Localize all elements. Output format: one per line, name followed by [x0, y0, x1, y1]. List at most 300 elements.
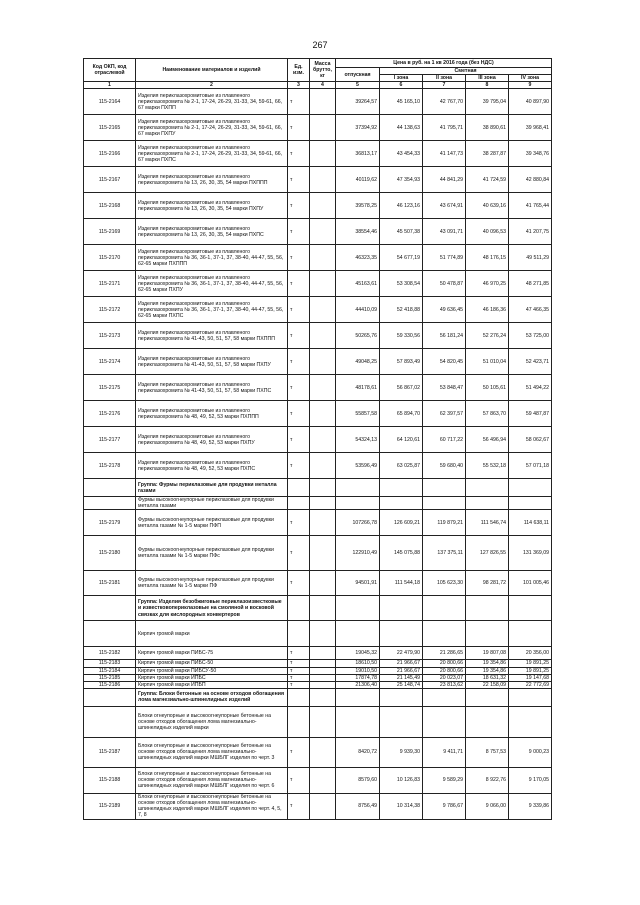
- code-cell: 115-2185: [84, 674, 136, 681]
- table-row: [84, 427, 552, 453]
- mass-cell: [310, 89, 336, 115]
- table-row: [84, 141, 552, 167]
- item-name: Изделия периклазохромитовые из плавленого периклазохромита № 2-1, 17-24, 26-29, 31-33, 34, 59-61, 66, 67 марки ПХПУ: [136, 115, 288, 141]
- price-zone-3: 52 276,24: [466, 323, 509, 349]
- price-zone-3: 38 287,87: [466, 141, 509, 167]
- table-row: [84, 681, 552, 688]
- unit-cell: т: [288, 167, 310, 193]
- empty-cell: [288, 688, 310, 706]
- header-wholesale: отпускная: [336, 68, 380, 82]
- price-zone-4: 19 147,68: [509, 674, 552, 681]
- table-row: [84, 115, 552, 141]
- price-zone-1: 25 148,74: [380, 681, 423, 688]
- mass-cell: [310, 427, 336, 453]
- code-cell: 115-2179: [84, 510, 136, 536]
- header-estimate: Сметная: [380, 68, 552, 75]
- price-zone-1: 45 507,38: [380, 219, 423, 245]
- mass-cell: [310, 141, 336, 167]
- item-name: Кирпич громой марки ПИБСУ-50: [136, 667, 288, 674]
- header-name: Наименование материалов и изделий: [136, 59, 288, 82]
- unit-cell: т: [288, 271, 310, 297]
- unit-cell: т: [288, 115, 310, 141]
- price-wholesale: 36813,17: [336, 141, 380, 167]
- price-zone-1: 44 138,63: [380, 115, 423, 141]
- empty-cell: [310, 497, 336, 510]
- price-zone-3: 98 281,72: [466, 571, 509, 596]
- col-number: 7: [423, 82, 466, 89]
- price-zone-3: 111 546,74: [466, 510, 509, 536]
- unit-cell: т: [288, 219, 310, 245]
- price-zone-3: 8 757,53: [466, 737, 509, 767]
- price-zone-4: 39 968,41: [509, 115, 552, 141]
- code-cell: 115-2171: [84, 271, 136, 297]
- code-cell: [84, 596, 136, 621]
- table-row: [84, 674, 552, 681]
- code-cell: 115-2170: [84, 245, 136, 271]
- price-zone-1: 111 544,18: [380, 571, 423, 596]
- item-name: Кирпич громой марки ПИБС-50: [136, 660, 288, 667]
- empty-cell: [288, 497, 310, 510]
- empty-cell: [380, 497, 423, 510]
- table-row: [84, 401, 552, 427]
- price-zone-4: 42 880,84: [509, 167, 552, 193]
- unit-cell: т: [288, 536, 310, 571]
- table-row: [84, 510, 552, 536]
- table-row: [84, 793, 552, 819]
- item-name: Изделия периклазохромитовые из плавленого периклазохромита № 2-1, 17-24, 26-29, 31-33, 34, 59-61, 66, 67 марки ПХПС: [136, 141, 288, 167]
- col-number: 6: [380, 82, 423, 89]
- empty-cell: [466, 706, 509, 737]
- item-name: Изделия периклазохромитовые из плавленого периклазохромита № 36, 36-1, 37-1, 37, 38-40, 44-47, 55, 56, 62-65 марки ПХПС: [136, 297, 288, 323]
- price-zone-4: 59 487,87: [509, 401, 552, 427]
- price-zone-2: 44 841,29: [423, 167, 466, 193]
- item-name: Изделия периклазохромитовые из плавленого периклазохромита № 48, 49, 52, 53 марки ПХПС: [136, 453, 288, 479]
- price-zone-2: 41 147,73: [423, 141, 466, 167]
- empty-cell: [336, 479, 380, 497]
- table-row: [84, 453, 552, 479]
- subgroup-title: Фурмы высокоогнеупорные периклазовые для продувки металла газами: [136, 497, 288, 510]
- price-zone-2: 50 478,87: [423, 271, 466, 297]
- col-number: 4: [310, 82, 336, 89]
- empty-cell: [423, 621, 466, 647]
- price-zone-2: 23 813,62: [423, 681, 466, 688]
- price-wholesale: 46323,35: [336, 245, 380, 271]
- item-name: Изделия периклазохромитовые из плавленого периклазохромита № 36, 36-1, 37-1, 37, 38-40, 44-47, 55, 56, 62-65 марки ПХПУ: [136, 271, 288, 297]
- empty-cell: [509, 497, 552, 510]
- price-wholesale: 54324,13: [336, 427, 380, 453]
- item-name: Изделия периклазохромитовые из плавленого периклазохромита № 48, 49, 52, 53 марки ПХППП: [136, 401, 288, 427]
- table-body: [84, 89, 552, 820]
- item-name: Кирпич громой марки ИПБС: [136, 674, 288, 681]
- code-cell: 115-2188: [84, 767, 136, 793]
- empty-cell: [423, 706, 466, 737]
- group-title: Группа: Блоки бетонные на основе отходов обогащения лома магнезиально-шпинелидных изделий: [136, 688, 288, 706]
- empty-cell: [380, 688, 423, 706]
- table-row: [84, 89, 552, 115]
- col-number: 2: [136, 82, 288, 89]
- code-cell: 115-2177: [84, 427, 136, 453]
- mass-cell: [310, 453, 336, 479]
- col-number: 5: [336, 82, 380, 89]
- header-zone-3: III зона: [466, 75, 509, 82]
- price-zone-1: 10 126,83: [380, 767, 423, 793]
- code-cell: 115-2180: [84, 536, 136, 571]
- price-zone-2: 21 286,65: [423, 647, 466, 660]
- price-zone-2: 54 820,45: [423, 349, 466, 375]
- code-cell: 115-2182: [84, 647, 136, 660]
- price-wholesale: 44410,09: [336, 297, 380, 323]
- price-wholesale: 53596,49: [336, 453, 380, 479]
- price-table: [83, 58, 552, 820]
- item-name: Изделия периклазохромитовые из плавленого периклазохромита № 41-43, 50, 51, 57, 58 марки ПХПУ: [136, 349, 288, 375]
- price-zone-1: 43 454,33: [380, 141, 423, 167]
- code-cell: 115-2172: [84, 297, 136, 323]
- price-zone-4: 47 466,35: [509, 297, 552, 323]
- price-zone-3: 40 639,16: [466, 193, 509, 219]
- header-code: Код ОКП, код отраслевой: [84, 59, 136, 82]
- price-wholesale: 94501,91: [336, 571, 380, 596]
- group-row: [84, 479, 552, 497]
- code-cell: 115-2189: [84, 793, 136, 819]
- subgroup-row: [84, 706, 552, 737]
- price-zone-3: 48 176,15: [466, 245, 509, 271]
- unit-cell: т: [288, 193, 310, 219]
- mass-cell: [310, 647, 336, 660]
- price-zone-1: 21 966,67: [380, 660, 423, 667]
- empty-cell: [380, 479, 423, 497]
- empty-cell: [310, 688, 336, 706]
- unit-cell: т: [288, 647, 310, 660]
- price-zone-2: 41 795,71: [423, 115, 466, 141]
- price-wholesale: 8579,60: [336, 767, 380, 793]
- item-name: Фурмы высокоогнеупорные периклазовые для продувки металла газами № 1-5 марки ПФ: [136, 571, 288, 596]
- price-zone-3: 22 158,09: [466, 681, 509, 688]
- price-zone-2: 53 848,47: [423, 375, 466, 401]
- price-zone-1: 47 354,93: [380, 167, 423, 193]
- mass-cell: [310, 193, 336, 219]
- empty-cell: [509, 706, 552, 737]
- price-wholesale: 40119,62: [336, 167, 380, 193]
- price-zone-2: 51 774,89: [423, 245, 466, 271]
- mass-cell: [310, 536, 336, 571]
- table-row: [84, 271, 552, 297]
- price-zone-3: 38 890,61: [466, 115, 509, 141]
- header-zone-2: II зона: [423, 75, 466, 82]
- table-row: [84, 571, 552, 596]
- price-zone-3: 19 354,86: [466, 660, 509, 667]
- code-cell: 115-2166: [84, 141, 136, 167]
- price-wholesale: 8756,49: [336, 793, 380, 819]
- empty-cell: [288, 596, 310, 621]
- item-name: Изделия периклазохромитовые из плавленого периклазохромита № 2-1, 17-24, 26-29, 31-33, 34, 59-61, 66, 67 марки ПХПП: [136, 89, 288, 115]
- empty-cell: [423, 497, 466, 510]
- mass-cell: [310, 667, 336, 674]
- empty-cell: [380, 621, 423, 647]
- price-zone-1: 10 314,38: [380, 793, 423, 819]
- empty-cell: [466, 621, 509, 647]
- empty-cell: [288, 706, 310, 737]
- mass-cell: [310, 167, 336, 193]
- item-name: Фурмы высокоогнеупорные периклазовые для продувки металла газами № 1-5 марки ПФс: [136, 536, 288, 571]
- price-wholesale: 17874,78: [336, 674, 380, 681]
- price-wholesale: 19045,32: [336, 647, 380, 660]
- price-zone-2: 119 879,21: [423, 510, 466, 536]
- unit-cell: т: [288, 793, 310, 819]
- empty-cell: [310, 706, 336, 737]
- price-zone-4: 131 369,09: [509, 536, 552, 571]
- unit-cell: т: [288, 674, 310, 681]
- table-row: [84, 767, 552, 793]
- code-cell: [84, 621, 136, 647]
- price-zone-1: 46 123,16: [380, 193, 423, 219]
- price-zone-2: 9 589,29: [423, 767, 466, 793]
- price-zone-2: 105 623,30: [423, 571, 466, 596]
- price-wholesale: 8420,72: [336, 737, 380, 767]
- item-name: Блоки огнеупорные и высокоогнеупорные бетонные на основе отходов обогащения лома магнезиально-шпинелидных изделий марки МШБЛГ изделия по черт. 3: [136, 737, 288, 767]
- price-zone-2: 137 375,11: [423, 536, 466, 571]
- unit-cell: т: [288, 737, 310, 767]
- price-zone-4: 9 339,86: [509, 793, 552, 819]
- empty-cell: [509, 479, 552, 497]
- price-zone-1: 21 966,67: [380, 667, 423, 674]
- price-wholesale: 38554,46: [336, 219, 380, 245]
- price-zone-2: 43 674,91: [423, 193, 466, 219]
- price-zone-4: 114 638,11: [509, 510, 552, 536]
- price-zone-3: 57 863,70: [466, 401, 509, 427]
- mass-cell: [310, 297, 336, 323]
- price-zone-2: 9 786,67: [423, 793, 466, 819]
- subgroup-title: Кирпич громой марки: [136, 621, 288, 647]
- page-number: 267: [312, 40, 328, 50]
- code-cell: [84, 497, 136, 510]
- price-wholesale: 39578,25: [336, 193, 380, 219]
- item-name: Изделия периклазохромитовые из плавленого периклазохромита № 13, 26, 30, 35, 54 марки ПХПУ: [136, 193, 288, 219]
- price-zone-1: 9 939,30: [380, 737, 423, 767]
- price-zone-4: 101 005,46: [509, 571, 552, 596]
- table-row: [84, 193, 552, 219]
- item-name: Изделия периклазохромитовые из плавленого периклазохромита № 13, 26, 30, 35, 54 марки ПХПС: [136, 219, 288, 245]
- price-zone-4: 41 207,75: [509, 219, 552, 245]
- unit-cell: т: [288, 89, 310, 115]
- subgroup-row: [84, 497, 552, 510]
- empty-cell: [310, 479, 336, 497]
- price-wholesale: 21306,40: [336, 681, 380, 688]
- code-cell: 115-2178: [84, 453, 136, 479]
- price-zone-2: 49 636,45: [423, 297, 466, 323]
- table-row: [84, 375, 552, 401]
- unit-cell: т: [288, 667, 310, 674]
- code-cell: 115-2168: [84, 193, 136, 219]
- price-zone-2: 20 800,66: [423, 667, 466, 674]
- table-row: [84, 647, 552, 660]
- price-zone-2: 9 411,71: [423, 737, 466, 767]
- col-number: 1: [84, 82, 136, 89]
- price-wholesale: 55857,58: [336, 401, 380, 427]
- item-name: Фурмы высокоогнеупорные периклазовые для продувки металла газами № 1-5 марки ПФП: [136, 510, 288, 536]
- price-zone-2: 43 091,71: [423, 219, 466, 245]
- item-name: Блоки огнеупорные и высокоогнеупорные бетонные на основе отходов обогащения лома магнезиально-шпинелидных изделий марки МШБЛГ изделия по черт. 4, 5, 7, 8: [136, 793, 288, 819]
- price-wholesale: 37394,92: [336, 115, 380, 141]
- price-zone-1: 59 330,56: [380, 323, 423, 349]
- col-number: 8: [466, 82, 509, 89]
- item-name: Кирпич громой марки ИПБП: [136, 681, 288, 688]
- mass-cell: [310, 681, 336, 688]
- price-zone-3: 55 532,18: [466, 453, 509, 479]
- mass-cell: [310, 793, 336, 819]
- price-zone-3: 127 826,55: [466, 536, 509, 571]
- mass-cell: [310, 323, 336, 349]
- item-name: Изделия периклазохромитовые из плавленого периклазохромита № 13, 26, 30, 35, 54 марки ПХППП: [136, 167, 288, 193]
- price-zone-4: 53 725,00: [509, 323, 552, 349]
- mass-cell: [310, 349, 336, 375]
- price-zone-4: 9 170,05: [509, 767, 552, 793]
- header-price: Цена в руб. на 1 кв 2016 года (без НДС): [336, 59, 552, 68]
- code-cell: 115-2173: [84, 323, 136, 349]
- price-wholesale: 18610,50: [336, 660, 380, 667]
- price-zone-4: 40 897,90: [509, 89, 552, 115]
- price-wholesale: 107266,78: [336, 510, 380, 536]
- price-zone-1: 64 120,61: [380, 427, 423, 453]
- table-row: [84, 349, 552, 375]
- price-zone-1: 52 418,88: [380, 297, 423, 323]
- mass-cell: [310, 401, 336, 427]
- price-zone-1: 54 677,19: [380, 245, 423, 271]
- table-row: [84, 297, 552, 323]
- price-zone-3: 56 496,94: [466, 427, 509, 453]
- item-name: Изделия периклазохромитовые из плавленого периклазохромита № 36, 36-1, 37-1, 37, 38-40, 44-47, 55, 56, 62-65 марки ПХППП: [136, 245, 288, 271]
- price-zone-3: 46 970,25: [466, 271, 509, 297]
- empty-cell: [288, 621, 310, 647]
- empty-cell: [509, 688, 552, 706]
- empty-cell: [423, 688, 466, 706]
- price-zone-4: 57 071,18: [509, 453, 552, 479]
- empty-cell: [336, 596, 380, 621]
- price-wholesale: 50265,76: [336, 323, 380, 349]
- code-cell: 115-2164: [84, 89, 136, 115]
- price-zone-1: 22 479,90: [380, 647, 423, 660]
- mass-cell: [310, 767, 336, 793]
- price-zone-4: 9 000,23: [509, 737, 552, 767]
- empty-cell: [466, 596, 509, 621]
- price-zone-2: 60 717,22: [423, 427, 466, 453]
- code-cell: 115-2176: [84, 401, 136, 427]
- mass-cell: [310, 219, 336, 245]
- code-cell: 115-2175: [84, 375, 136, 401]
- code-cell: 115-2165: [84, 115, 136, 141]
- group-title: Группа: Фурмы периклазовые для продувки металла газами: [136, 479, 288, 497]
- price-wholesale: 45163,61: [336, 271, 380, 297]
- header-zone-4: IV зона: [509, 75, 552, 82]
- price-wholesale: 49048,25: [336, 349, 380, 375]
- price-wholesale: 19010,50: [336, 667, 380, 674]
- price-zone-4: 20 356,00: [509, 647, 552, 660]
- price-zone-4: 49 511,29: [509, 245, 552, 271]
- price-wholesale: 39264,57: [336, 89, 380, 115]
- empty-cell: [466, 479, 509, 497]
- price-zone-1: 53 308,54: [380, 271, 423, 297]
- price-zone-4: 48 271,85: [509, 271, 552, 297]
- unit-cell: т: [288, 571, 310, 596]
- col-number: 3: [288, 82, 310, 89]
- empty-cell: [509, 621, 552, 647]
- item-name: Кирпич громой марки ПИБС-75: [136, 647, 288, 660]
- empty-cell: [466, 497, 509, 510]
- code-cell: 115-2181: [84, 571, 136, 596]
- code-cell: 115-2187: [84, 737, 136, 767]
- code-cell: 115-2186: [84, 681, 136, 688]
- table-row: [84, 667, 552, 674]
- price-zone-2: 20 800,66: [423, 660, 466, 667]
- table-row: [84, 219, 552, 245]
- unit-cell: т: [288, 427, 310, 453]
- header-zone-1: I зона: [380, 75, 423, 82]
- price-zone-2: 56 181,24: [423, 323, 466, 349]
- price-zone-3: 8 922,76: [466, 767, 509, 793]
- price-zone-1: 45 165,10: [380, 89, 423, 115]
- subgroup-title: Блоки огнеупорные и высокоогнеупорные бетонные на основе отходов обогащения лома магнезиально-шпинелидных изделий марки: [136, 706, 288, 737]
- code-cell: [84, 706, 136, 737]
- price-zone-3: 18 631,32: [466, 674, 509, 681]
- price-zone-1: 21 145,49: [380, 674, 423, 681]
- unit-cell: т: [288, 323, 310, 349]
- price-zone-3: 19 354,86: [466, 667, 509, 674]
- unit-cell: т: [288, 453, 310, 479]
- price-zone-2: 20 023,07: [423, 674, 466, 681]
- empty-cell: [336, 688, 380, 706]
- price-zone-1: 63 025,87: [380, 453, 423, 479]
- price-zone-3: 39 795,04: [466, 89, 509, 115]
- unit-cell: т: [288, 681, 310, 688]
- price-zone-3: 51 010,04: [466, 349, 509, 375]
- price-zone-4: 58 062,67: [509, 427, 552, 453]
- empty-cell: [310, 596, 336, 621]
- mass-cell: [310, 737, 336, 767]
- mass-cell: [310, 660, 336, 667]
- price-zone-1: 126 609,21: [380, 510, 423, 536]
- price-wholesale: 48178,61: [336, 375, 380, 401]
- price-zone-3: 41 724,59: [466, 167, 509, 193]
- empty-cell: [380, 706, 423, 737]
- code-cell: 115-2174: [84, 349, 136, 375]
- empty-cell: [336, 706, 380, 737]
- table-row: [84, 167, 552, 193]
- mass-cell: [310, 674, 336, 681]
- price-zone-1: 65 894,70: [380, 401, 423, 427]
- mass-cell: [310, 271, 336, 297]
- table-row: [84, 536, 552, 571]
- unit-cell: т: [288, 375, 310, 401]
- price-zone-4: 52 423,71: [509, 349, 552, 375]
- group-row: [84, 688, 552, 706]
- unit-cell: т: [288, 349, 310, 375]
- table-row: [84, 245, 552, 271]
- col-number: 9: [509, 82, 552, 89]
- table-row: [84, 323, 552, 349]
- item-name: Блоки огнеупорные и высокоогнеупорные бетонные на основе отходов обогащения лома магнезиально-шпинелидных изделий марки МШБЛГ изделия по черт. 6: [136, 767, 288, 793]
- item-name: Изделия периклазохромитовые из плавленого периклазохромита № 48, 49, 52, 53 марки ПХПУ: [136, 427, 288, 453]
- mass-cell: [310, 375, 336, 401]
- unit-cell: т: [288, 245, 310, 271]
- code-cell: 115-2167: [84, 167, 136, 193]
- empty-cell: [288, 479, 310, 497]
- price-zone-1: 57 893,49: [380, 349, 423, 375]
- price-zone-3: 19 807,08: [466, 647, 509, 660]
- code-cell: 115-2184: [84, 667, 136, 674]
- unit-cell: т: [288, 660, 310, 667]
- price-zone-3: 46 186,36: [466, 297, 509, 323]
- unit-cell: т: [288, 401, 310, 427]
- price-zone-4: 51 494,22: [509, 375, 552, 401]
